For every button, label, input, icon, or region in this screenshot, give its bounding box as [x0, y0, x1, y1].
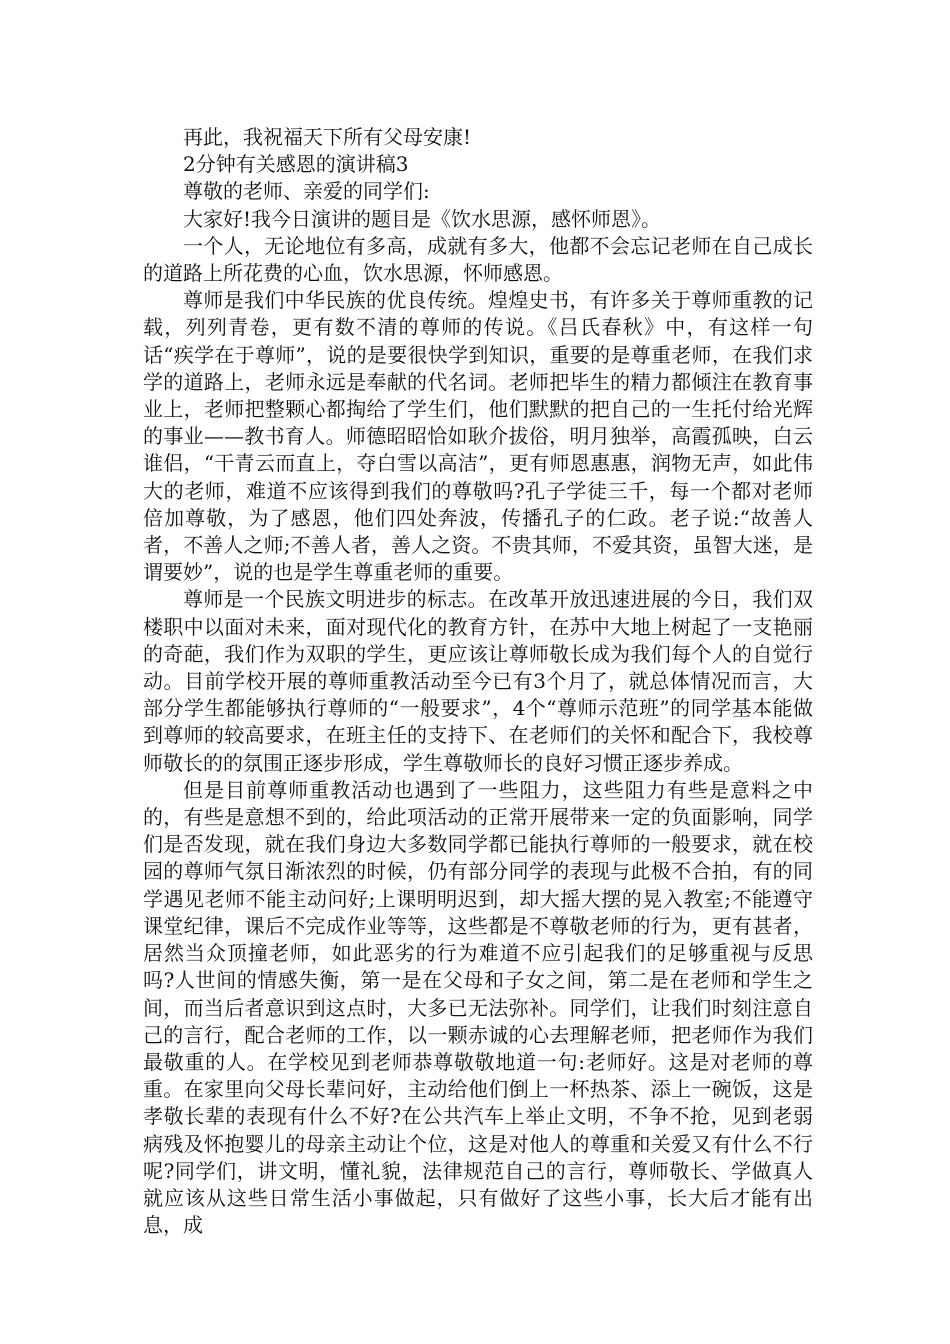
paragraph-body: 尊师是我们中华民族的优良传统。煌煌史书，有许多关于尊师重教的记载，列列青卷，更有数不清的尊师的传说。《吕氏春秋》中，有这样一句话“疾学在于尊师”，说的是要很快学到知识，重要的是尊重老师，在我们求学的道路上，老师永远是奉献的代名词。老师把毕生的精力都倾注在教育事业上，老师把整颗心都掏给了学生们，他们默默的把自己的一生托付给光辉的事业——教书育人。师德昭昭恰如耿介拔俗，明月独举，高霞孤映，白云谁侣，“干青云而直上，夺白雪以高洁”，更有师恩惠惠，润物无声，如此伟大的老师，难道不应该得到我们的尊敬吗?孔子学徒三千，每一个都对老师倍加尊敬，为了感恩，他们四处奔波，传播孔子的仁政。老子说:“故善人者，不善人之师;不善人者，善人之资。不贵其师，不爱其资，虽智大迷，是谓要妙”，说的也是学生尊重老师的重要。: [143, 288, 813, 585]
paragraph-body: 一个人，无论地位有多高，成就有多大，他都不会忘记老师在自己成长的道路上所花费的心血，饮水思源，怀师感恩。: [143, 233, 813, 286]
paragraph-body: 但是目前尊师重教活动也遇到了一些阻力，这些阻力有些是意料之中的，有些是意想不到的，给此项活动的正常开展带来一定的负面影响，同学们是否发现，就在我们身边大多数同学都已能执行尊师的一般要求，就在校园的尊师气氛日渐浓烈的时候，仍有部分同学的表现与此极不合拍，有的同学遇见老师不能主动问好;上课明明迟到，却大摇大摆的晃入教室;不能遵守课堂纪律，课后不完成作业等等，这些都是不尊敬老师的行为，更有甚者，居然当众顶撞老师，如此恶劣的行为难道不应引起我们的足够重视与反思吗?人世间的情感失衡，第一是在父母和子女之间，第二是在老师和学生之间，而当后者意识到这点时，大多已无法弥补。同学们，让我们时刻注意自己的言行，配合老师的工作，以一颗赤诚的心去理解老师，把老师作为我们最敬重的人。在学校见到老师恭尊敬敬地道一句:老师好。这是对老师的尊重。在家里向父母长辈问好，主动给他们倒上一杯热茶、添上一碗饭，这是孝敬长辈的表现有什么不好?在公共汽车上举止文明，不争不抢，见到老弱病残及怀抱婴儿的母亲主动让个位，这是对他人的尊重和关爱又有什么不行呢?同学们，讲文明，懂礼貌，法律规范自己的言行，尊师敬长、学做真人就应该从这些日常生活小事做起，只有做好了这些小事，长大后才能有出息，成: [143, 777, 813, 1238]
paragraph-body: 尊师是一个民族文明进步的标志。在改革开放迅速进展的今日，我们双楼职中以面对未来，面对现代化的教育方针，在苏中大地上树起了一支艳丽的奇葩，我们作为双职的学生，更应该让尊师敬长成为我们每个人的自觉行动。目前学校开展的尊师重教活动至今已有3个月了，就总体情况而言，大部分学生都能够执行尊师的“一般要求”，4个“尊师示范班”的同学基本能做到尊师的较高要求，在班主任的支持下、在老师们的关怀和配合下，我校尊师敬长的的氛围正逐步形成，学生尊敬师长的良好习惯正逐步养成。: [143, 587, 813, 775]
paragraph-salutation: 尊敬的老师、亲爱的同学们:: [183, 179, 430, 204]
document-body: [143, 124, 813, 1239]
paragraph-closing-wish: 再此，我祝福天下所有父母安康!: [183, 125, 472, 149]
paragraph-greeting: 大家好!我今日演讲的题目是《饮水思源，感怀师恩》。: [183, 206, 662, 231]
paragraph-heading: 2分钟有关感恩的演讲稿3: [183, 152, 409, 177]
